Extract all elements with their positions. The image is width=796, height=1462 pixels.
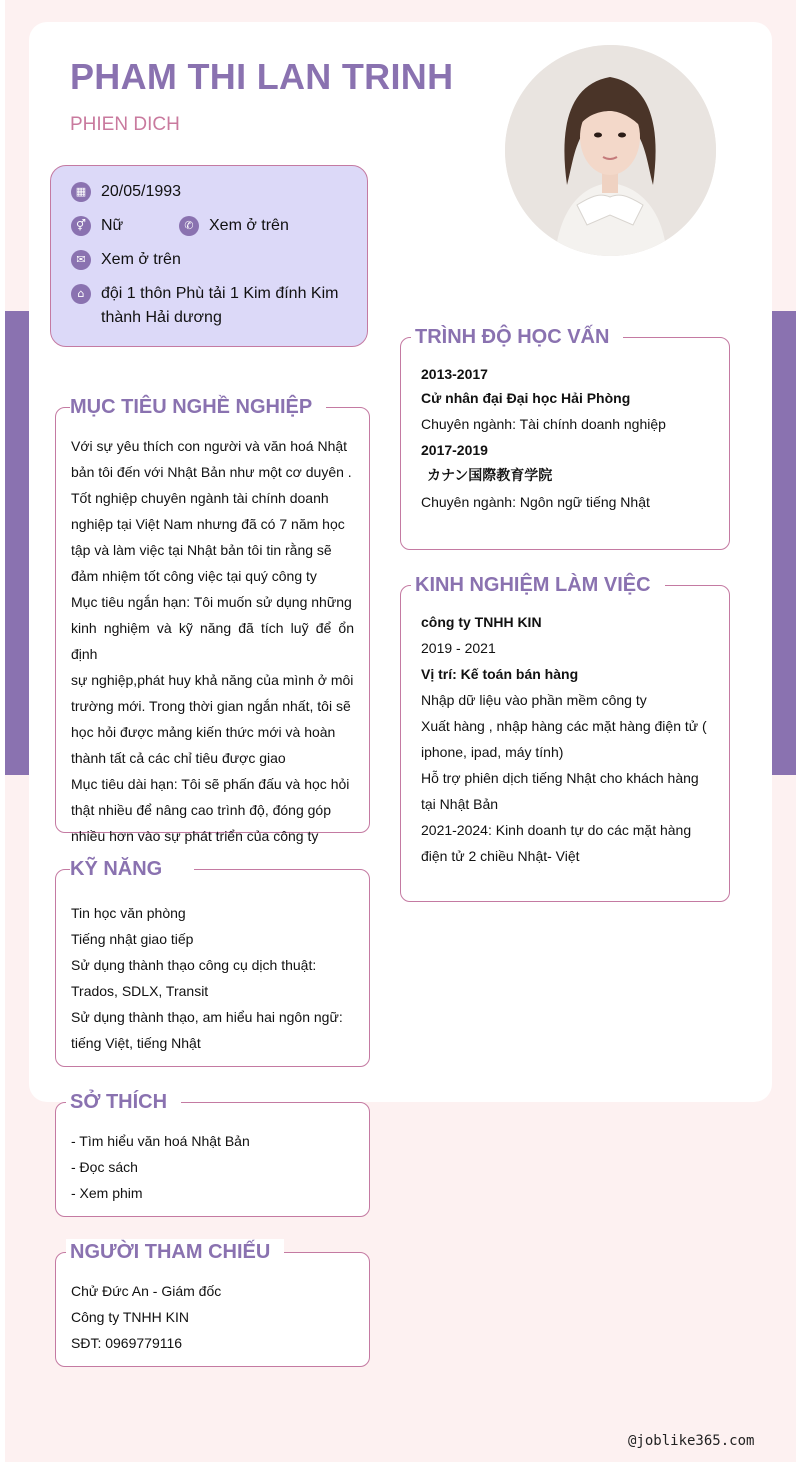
education-school: カナン国際教育学院 [427, 468, 553, 484]
gender-value: Nữ [101, 217, 124, 234]
objective-line: Với sự yêu thích con người và văn hoá Nhật [71, 438, 348, 454]
objective-heading: MỤC TIÊU NGHỀ NGHIỆP [70, 394, 326, 420]
birthday-row [71, 180, 181, 204]
address-line-1: đội 1 thôn Phù tải 1 Kim đính Kim [101, 285, 339, 302]
education-heading: TRÌNH ĐỘ HỌC VẤN [411, 324, 623, 350]
objective-line: Tốt nghiệp chuyên ngành tài chính doanh [71, 490, 329, 506]
gender-row [71, 214, 123, 238]
skills-line: Tin học văn phòng [71, 905, 186, 921]
email-icon: ✉ [71, 250, 91, 270]
watermark: @joblike365.com [628, 1433, 755, 1449]
experience-line: iphone, ipad, máy tính) [421, 744, 564, 760]
references-text [71, 1278, 354, 1356]
objective-line: kinh nghiệm và kỹ năng đã tích luỹ để ổn định [71, 620, 354, 662]
experience-line: điện tử 2 chiều Nhật- Việt [421, 848, 580, 864]
objective-line: Mục tiêu dài hạn: Tôi sẽ phấn đấu và học hỏi [71, 776, 350, 792]
experience-line: 2021-2024: Kinh doanh tự do các mặt hàng [421, 822, 692, 838]
phone-icon: ✆ [179, 216, 199, 236]
skills-text [71, 900, 354, 1056]
hobby-item: - Tìm hiểu văn hoá Nhật Bản [71, 1133, 250, 1149]
hobbies-heading: SỞ THÍCH [66, 1089, 181, 1115]
education-major: Chuyên ngành: Ngôn ngữ tiếng Nhật [421, 494, 650, 510]
education-school: Cử nhân đại Đại học Hải Phòng [421, 390, 631, 406]
experience-period: 2019 - 2021 [421, 640, 496, 656]
objective-line: tập và làm việc tại Nhật bản tôi tin rằng sẽ [71, 542, 332, 558]
reference-line: Chử Đức An - Giám đốc [71, 1283, 222, 1299]
hobbies-text [71, 1128, 354, 1206]
job-title: PHIEN DICH [70, 114, 180, 135]
objective-text [71, 433, 354, 849]
experience-line: Xuất hàng , nhập hàng các mặt hàng điện tử ( [421, 718, 707, 734]
gender-icon: ⚥ [71, 216, 91, 236]
phone-row [179, 214, 289, 238]
education-text [421, 361, 711, 515]
experience-line: Hỗ trợ phiên dịch tiếng Nhật cho khách hàng [421, 770, 699, 786]
experience-position: Vị trí: Kế toán bán hàng [421, 666, 579, 682]
skills-line: Tiếng nhật giao tiếp [71, 931, 194, 947]
objective-line: thành tất cả các chỉ tiêu được giao [71, 750, 286, 766]
objective-line: sự nghiệp,phát huy khả năng của mình ở môi [71, 672, 354, 688]
objective-line: nghiệp tại Việt Nam nhưng đã có 7 năm học [71, 516, 345, 532]
objective-line: bản tôi đến với Nhật Bản như một cơ duyên . [71, 464, 352, 480]
education-years: 2017-2019 [421, 442, 488, 458]
objective-line: trường mới. Trong thời gian ngắn nhất, tôi sẽ [71, 698, 351, 714]
portrait-illustration [505, 45, 716, 256]
education-major: Chuyên ngành: Tài chính doanh nghiệp [421, 416, 666, 432]
profile-photo [505, 45, 716, 256]
objective-line: thật nhiều để nâng cao trình độ, đóng góp [71, 802, 331, 818]
experience-company: công ty TNHH KIN [421, 614, 542, 630]
skills-heading: KỸ NĂNG [70, 856, 194, 882]
address-row [71, 282, 338, 330]
left-accent-band [5, 311, 30, 775]
address-line-2: thành Hải dương [101, 309, 222, 326]
reference-line: Công ty TNHH KIN [71, 1309, 189, 1325]
birthday-value: 20/05/1993 [101, 183, 182, 200]
objective-line: học hỏi được mảng kiến thức mới và hoàn [71, 724, 336, 740]
email-value: Xem ở trên [101, 251, 181, 268]
phone-value: Xem ở trên [209, 217, 289, 234]
skills-line: Sử dụng thành thạo, am hiểu hai ngôn ngữ: [71, 1009, 343, 1025]
education-years: 2013-2017 [421, 366, 488, 382]
email-row [71, 248, 181, 272]
candidate-name: PHAM THI LAN TRINH [70, 56, 454, 97]
experience-heading: KINH NGHIỆM LÀM VIỆC [411, 572, 665, 598]
experience-text [421, 609, 709, 869]
experience-line: Nhập dữ liệu vào phần mềm công ty [421, 692, 647, 708]
hobby-item: - Đọc sách [71, 1159, 138, 1175]
hobby-item: - Xem phim [71, 1185, 143, 1201]
address-value [101, 282, 338, 330]
references-heading: NGƯỜI THAM CHIẾU [66, 1239, 284, 1265]
calendar-icon: ▦ [71, 182, 91, 202]
home-icon: ⌂ [71, 284, 91, 304]
objective-line: đảm nhiệm tốt công việc tại quý công ty [71, 568, 317, 584]
reference-line: SĐT: 0969779116 [71, 1335, 183, 1351]
right-accent-band [772, 311, 796, 775]
objective-line: Mục tiêu ngắn hạn: Tôi muốn sử dụng những [71, 594, 352, 610]
experience-line: tại Nhật Bản [421, 796, 499, 812]
objective-line: nhiều hơn vào sự phát triển của công ty [71, 828, 319, 844]
skills-line: Trados, SDLX, Transit [71, 983, 209, 999]
skills-line: Sử dụng thành thạo công cụ dịch thuật: [71, 957, 317, 973]
skills-line: tiếng Việt, tiếng Nhật [71, 1035, 201, 1051]
